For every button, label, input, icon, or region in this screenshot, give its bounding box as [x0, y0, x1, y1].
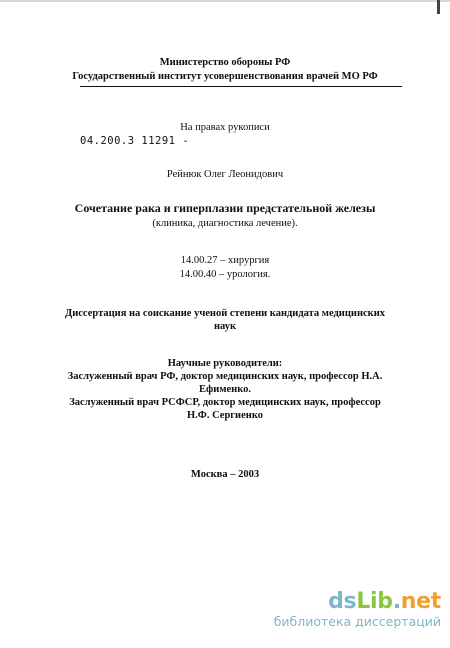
- brand-dot: .: [392, 589, 401, 614]
- scan-edge: [0, 0, 450, 2]
- advisor-line: Ефименко.: [199, 384, 251, 395]
- degree-line-2: наук: [213, 321, 237, 332]
- advisor-line: Заслуженный врач РФ, доктор медицинских наук, профессор Н.А.: [67, 371, 383, 382]
- scan-corner-mark: [437, 0, 440, 14]
- degree-line-1: Диссертация на соискание ученой степени кандидата медицинских: [64, 308, 385, 319]
- advisors-heading: Научные руководители:: [167, 358, 283, 369]
- dissertation-subtitle: (клиника, диагностика лечение).: [152, 218, 298, 229]
- registration-code: 04.200.3 11291 -: [80, 135, 190, 147]
- watermark-brand: [274, 590, 441, 614]
- specialty-1: 14.00.27 – хирургия: [180, 255, 270, 266]
- rights-note: На правах рукописи: [180, 122, 270, 133]
- author-name: Рейнюк Олег Леонидович: [166, 169, 284, 180]
- ministry-name: Министерство обороны РФ: [159, 57, 291, 68]
- specialty-2: 14.00.40 – урология.: [179, 269, 271, 280]
- dslib-watermark: [274, 590, 441, 630]
- dissertation-title: Сочетание рака и гиперплазии предстательной железы: [74, 201, 376, 215]
- brand-ds: ds: [328, 589, 357, 614]
- brand-net: net: [400, 589, 441, 614]
- advisor-line: Н.Ф. Сергиенко: [187, 410, 263, 421]
- watermark-tagline: библиотека диссертаций: [273, 614, 441, 629]
- institute-name: Государственный институт усовершенствования врачей МО РФ: [72, 71, 378, 82]
- header-rule: [80, 86, 402, 87]
- place-year: Москва – 2003: [190, 469, 260, 480]
- brand-lib: Lib: [356, 589, 393, 614]
- advisor-line: Заслуженный врач РСФСР, доктор медицинских наук, профессор: [69, 397, 381, 408]
